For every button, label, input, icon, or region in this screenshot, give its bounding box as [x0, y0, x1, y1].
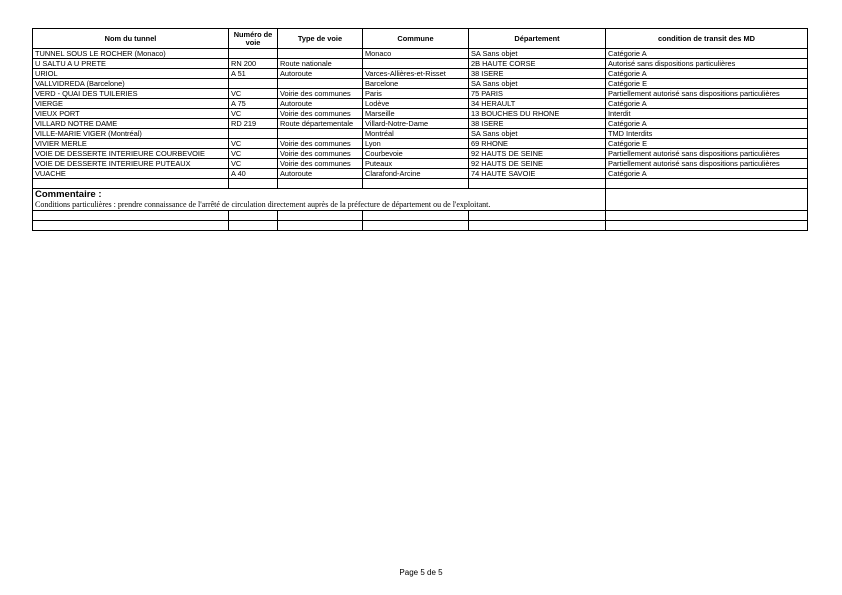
blank-row: [33, 179, 808, 189]
table-body: [33, 49, 808, 231]
cell-departement: SA Sans objet: [469, 79, 606, 89]
cell-commune: Clarafond-Arcine: [363, 169, 469, 179]
table-row: [33, 149, 808, 159]
cell-type: Voirie des communes: [278, 149, 363, 159]
cell-departement: 69 RHONE: [469, 139, 606, 149]
cell-numero: [229, 79, 278, 89]
cell-condition: Interdit: [606, 109, 808, 119]
cell-commune: Marseille: [363, 109, 469, 119]
cell-numero: VC: [229, 89, 278, 99]
header-nom-tunnel: Nom du tunnel: [33, 29, 229, 49]
cell-condition: Catégorie E: [606, 139, 808, 149]
header-departement: Département: [469, 29, 606, 49]
cell-type: Route nationale: [278, 59, 363, 69]
cell-commune: Puteaux: [363, 159, 469, 169]
comment-title: Commentaire :: [35, 189, 102, 200]
cell-departement: SA Sans objet: [469, 49, 606, 59]
cell-numero: [229, 49, 278, 59]
table-row: [33, 169, 808, 179]
cell-condition: Catégorie A: [606, 99, 808, 109]
cell-departement: 38 ISERE: [469, 119, 606, 129]
cell-departement: 38 ISERE: [469, 69, 606, 79]
cell-condition: Autorisé sans dispositions particulières: [606, 59, 808, 69]
cell-numero: RD 219: [229, 119, 278, 129]
comment-cell: [33, 189, 606, 211]
cell-condition: Partiellement autorisé sans dispositions particulières: [606, 159, 808, 169]
header-condition-transit: condition de transit des MD: [606, 29, 808, 49]
cell-nom: VILLARD NOTRE DAME: [33, 119, 229, 129]
cell-nom: TUNNEL SOUS LE ROCHER (Monaco): [33, 49, 229, 59]
blank-row: [33, 221, 808, 231]
cell-numero: VC: [229, 149, 278, 159]
cell-nom: VALLVIDREDA (Barcelone): [33, 79, 229, 89]
cell-nom: VOIE DE DESSERTE INTERIEURE PUTEAUX: [33, 159, 229, 169]
cell-numero: [229, 129, 278, 139]
cell-commune: Monaco: [363, 49, 469, 59]
table-row: [33, 119, 808, 129]
cell-nom: U SALTU A U PRETE: [33, 59, 229, 69]
cell-departement: 34 HERAULT: [469, 99, 606, 109]
cell-nom: VUACHE: [33, 169, 229, 179]
cell-condition: Catégorie A: [606, 69, 808, 79]
cell-nom: VILLE-MARIE VIGER (Montréal): [33, 129, 229, 139]
cell-type: Voirie des communes: [278, 89, 363, 99]
cell-nom: VIERGE: [33, 99, 229, 109]
cell-type: [278, 79, 363, 89]
cell-numero: RN 200: [229, 59, 278, 69]
cell-commune: Lodève: [363, 99, 469, 109]
table-row: [33, 79, 808, 89]
header-commune: Commune: [363, 29, 469, 49]
cell-type: Autoroute: [278, 69, 363, 79]
comment-text: Conditions particulières : prendre connaissance de l'arrêté de circulation directement auprès de la préfecture de département ou de l'exploitant.: [35, 200, 491, 209]
table-row: [33, 139, 808, 149]
cell-commune: Varces-Allières-et-Risset: [363, 69, 469, 79]
cell-type: Voirie des communes: [278, 109, 363, 119]
cell-nom: VIEUX PORT: [33, 109, 229, 119]
table-row: [33, 109, 808, 119]
cell-departement: 92 HAUTS DE SEINE: [469, 149, 606, 159]
cell-numero: A 40: [229, 169, 278, 179]
cell-condition: Catégorie A: [606, 169, 808, 179]
cell-departement: 13 BOUCHES DU RHONE: [469, 109, 606, 119]
cell-commune: Montréal: [363, 129, 469, 139]
cell-commune: Villard-Notre-Dame: [363, 119, 469, 129]
cell-nom: VERD - QUAI DES TUILERIES: [33, 89, 229, 99]
cell-departement: 74 HAUTE SAVOIE: [469, 169, 606, 179]
cell-departement: 2B HAUTE CORSE: [469, 59, 606, 69]
cell-departement: 75 PARIS: [469, 89, 606, 99]
cell-condition: Partiellement autorisé sans dispositions particulières: [606, 149, 808, 159]
cell-type: [278, 49, 363, 59]
cell-departement: 92 HAUTS DE SEINE: [469, 159, 606, 169]
cell-type: Autoroute: [278, 99, 363, 109]
comment-row: [33, 189, 808, 211]
cell-nom: VOIE DE DESSERTE INTERIEURE COURBEVOIE: [33, 149, 229, 159]
blank-row: [33, 211, 808, 221]
cell-nom: VIVIER MERLE: [33, 139, 229, 149]
table-row: [33, 69, 808, 79]
header-numero-voie: Numéro de voie: [229, 29, 278, 49]
table-row: [33, 89, 808, 99]
cell-commune: Lyon: [363, 139, 469, 149]
cell-condition: Catégorie A: [606, 49, 808, 59]
cell-condition: Catégorie E: [606, 79, 808, 89]
comment-side-cell: [606, 189, 808, 211]
cell-condition: TMD Interdits: [606, 129, 808, 139]
table-row: [33, 129, 808, 139]
table-row: [33, 59, 808, 69]
cell-type: Autoroute: [278, 169, 363, 179]
cell-numero: VC: [229, 159, 278, 169]
cell-type: Voirie des communes: [278, 159, 363, 169]
cell-condition: Catégorie A: [606, 119, 808, 129]
cell-commune: Barcelone: [363, 79, 469, 89]
cell-type: [278, 129, 363, 139]
cell-type: Route départementale: [278, 119, 363, 129]
header-type-voie: Type de voie: [278, 29, 363, 49]
table-row: [33, 159, 808, 169]
cell-commune: Courbevoie: [363, 149, 469, 159]
cell-condition: Partiellement autorisé sans dispositions particulières: [606, 89, 808, 99]
cell-nom: URIOL: [33, 69, 229, 79]
cell-commune: [363, 59, 469, 69]
table-row: [33, 49, 808, 59]
cell-commune: Paris: [363, 89, 469, 99]
page-footer: Page 5 de 5: [399, 568, 443, 577]
cell-numero: A 75: [229, 99, 278, 109]
cell-numero: VC: [229, 109, 278, 119]
header-row: [33, 29, 808, 49]
table-row: [33, 99, 808, 109]
cell-type: Voirie des communes: [278, 139, 363, 149]
cell-numero: A 51: [229, 69, 278, 79]
tunnel-table: [32, 28, 808, 231]
cell-numero: VC: [229, 139, 278, 149]
cell-departement: SA Sans objet: [469, 129, 606, 139]
